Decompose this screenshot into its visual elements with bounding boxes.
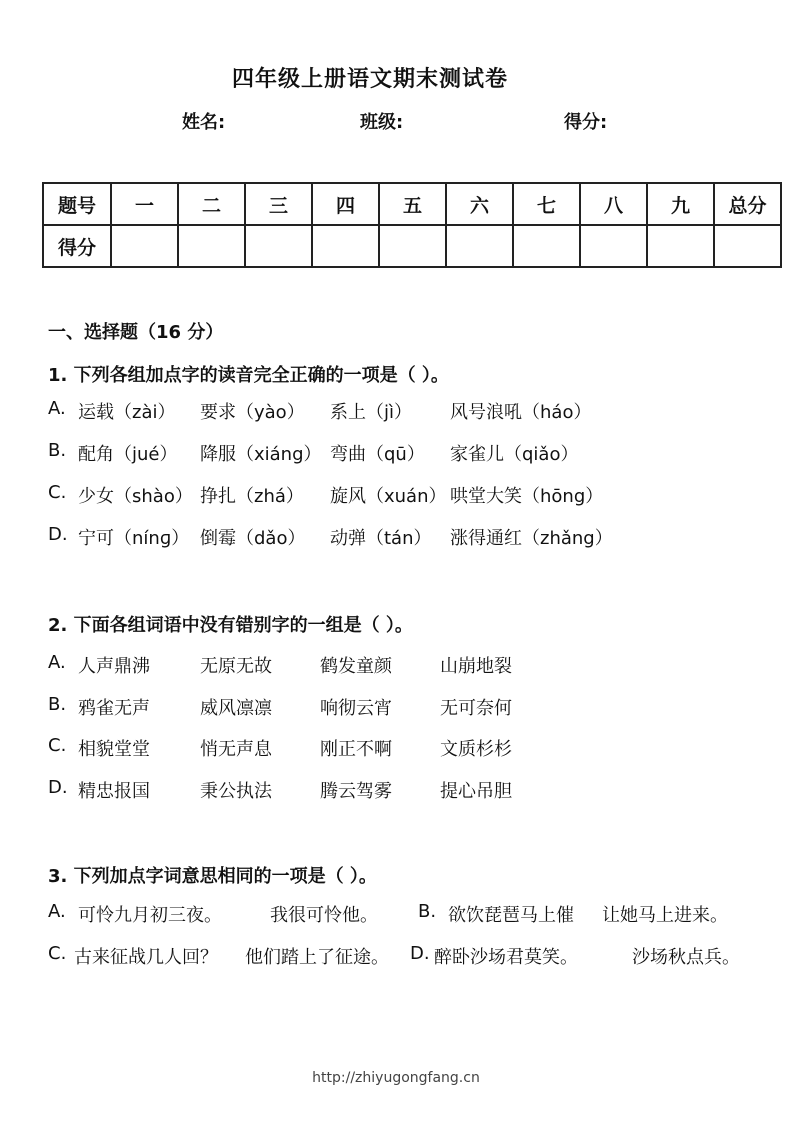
option-item: 沙场秋点兵。 <box>632 947 740 968</box>
option-item: 刚正不啊 <box>320 739 392 760</box>
option-label: B. <box>48 440 67 461</box>
option-item: 欲饮琵琶马上催 <box>448 905 574 926</box>
option-item: 要求（yào） <box>200 402 305 423</box>
option-item: 家雀儿（qiǎo） <box>450 444 579 465</box>
footer-url: http://zhiyugongfang.cn <box>312 1070 480 1086</box>
option-item: 旋风（xuán） <box>330 486 447 507</box>
score-field-label: 得分: <box>564 112 608 133</box>
option-label: D. <box>48 777 68 798</box>
question-3-stem: 3. 下列加点字词意思相同的一项是（ ）。 <box>48 866 377 887</box>
score-table-header-cell: 二 <box>178 183 245 225</box>
option-label: B. <box>418 901 437 922</box>
option-item: 倒霉（dǎo） <box>200 528 306 549</box>
option-item: 系上（jì） <box>330 402 413 423</box>
option-item: 涨得通红（zhǎng） <box>450 528 613 549</box>
score-table-header-cell: 三 <box>245 183 312 225</box>
option-item: 文质杉杉 <box>440 739 512 760</box>
score-cell[interactable] <box>312 225 379 267</box>
option-item: 运载（zài） <box>78 402 176 423</box>
option-item: 风号浪吼（háo） <box>450 402 592 423</box>
option-item: 醉卧沙场君莫笑。 <box>434 947 578 968</box>
option-item: 少女（shào） <box>78 486 193 507</box>
score-table-header-cell: 九 <box>647 183 714 225</box>
option-item: 响彻云宵 <box>320 698 392 719</box>
option-item: 威风凛凛 <box>200 698 272 719</box>
option-item: 腾云驾雾 <box>320 781 392 802</box>
option-label: A. <box>48 901 66 922</box>
option-label: D. <box>410 943 430 964</box>
option-label: A. <box>48 652 66 673</box>
option-item: 无可奈何 <box>440 698 512 719</box>
score-cell[interactable] <box>245 225 312 267</box>
option-item: 宁可（nínɡ） <box>78 528 190 549</box>
score-cell[interactable] <box>714 225 781 267</box>
score-table-header-cell: 四 <box>312 183 379 225</box>
name-field-label: 姓名: <box>182 112 226 133</box>
option-item: 悄无声息 <box>200 739 272 760</box>
option-item: 秉公执法 <box>200 781 272 802</box>
score-table-header-cell: 八 <box>580 183 647 225</box>
score-table-score-row <box>43 225 781 267</box>
score-table-header-cell: 五 <box>379 183 446 225</box>
option-label: C. <box>48 735 67 756</box>
option-item: 古来征战几人回？ <box>74 947 218 968</box>
question-2-stem: 2. 下面各组词语中没有错别字的一组是（ ）。 <box>48 615 413 636</box>
score-table-header-row <box>43 183 781 225</box>
option-item: 让她马上进来。 <box>602 905 728 926</box>
option-item: 挣扎（zhá） <box>200 486 304 507</box>
option-label: B. <box>48 694 67 715</box>
option-item: 我很可怜他。 <box>270 905 378 926</box>
option-item: 鸦雀无声 <box>78 698 150 719</box>
score-cell[interactable] <box>647 225 714 267</box>
option-item: 动弹（tán） <box>330 528 432 549</box>
score-table-row-label: 得分 <box>43 225 111 267</box>
score-table-header-cell: 总分 <box>714 183 781 225</box>
page-title: 四年级上册语文期末测试卷 <box>231 67 508 92</box>
option-item: 哄堂大笑（hōng） <box>450 486 604 507</box>
score-table <box>42 182 782 268</box>
option-item: 可怜九月初三夜。 <box>78 905 222 926</box>
score-cell[interactable] <box>379 225 446 267</box>
option-label: A. <box>48 398 66 419</box>
score-table-header-cell: 七 <box>513 183 580 225</box>
option-item: 相貌堂堂 <box>78 739 150 760</box>
option-item: 山崩地裂 <box>440 656 512 677</box>
option-item: 鹤发童颜 <box>320 656 392 677</box>
option-item: 他们踏上了征途。 <box>245 947 389 968</box>
option-item: 精忠报国 <box>78 781 150 802</box>
option-item: 配角（jué） <box>78 444 178 465</box>
score-table-header-cell: 题号 <box>43 183 111 225</box>
class-field-label: 班级: <box>360 112 404 133</box>
option-item: 提心吊胆 <box>440 781 512 802</box>
option-label: C. <box>48 482 67 503</box>
score-cell[interactable] <box>178 225 245 267</box>
option-label: C. <box>48 943 67 964</box>
score-table-header-cell: 一 <box>111 183 178 225</box>
option-item: 无原无故 <box>200 656 272 677</box>
option-item: 降服（xiáng） <box>200 444 322 465</box>
score-cell[interactable] <box>513 225 580 267</box>
score-cell[interactable] <box>580 225 647 267</box>
question-1-stem: 1. 下列各组加点字的读音完全正确的一项是（ ）。 <box>48 365 449 386</box>
option-item: 人声鼎沸 <box>78 656 150 677</box>
section-title: 一、选择题（16 分） <box>48 322 224 343</box>
score-cell[interactable] <box>446 225 513 267</box>
option-label: D. <box>48 524 68 545</box>
score-cell[interactable] <box>111 225 178 267</box>
score-table-header-cell: 六 <box>446 183 513 225</box>
option-item: 弯曲（qū） <box>330 444 425 465</box>
